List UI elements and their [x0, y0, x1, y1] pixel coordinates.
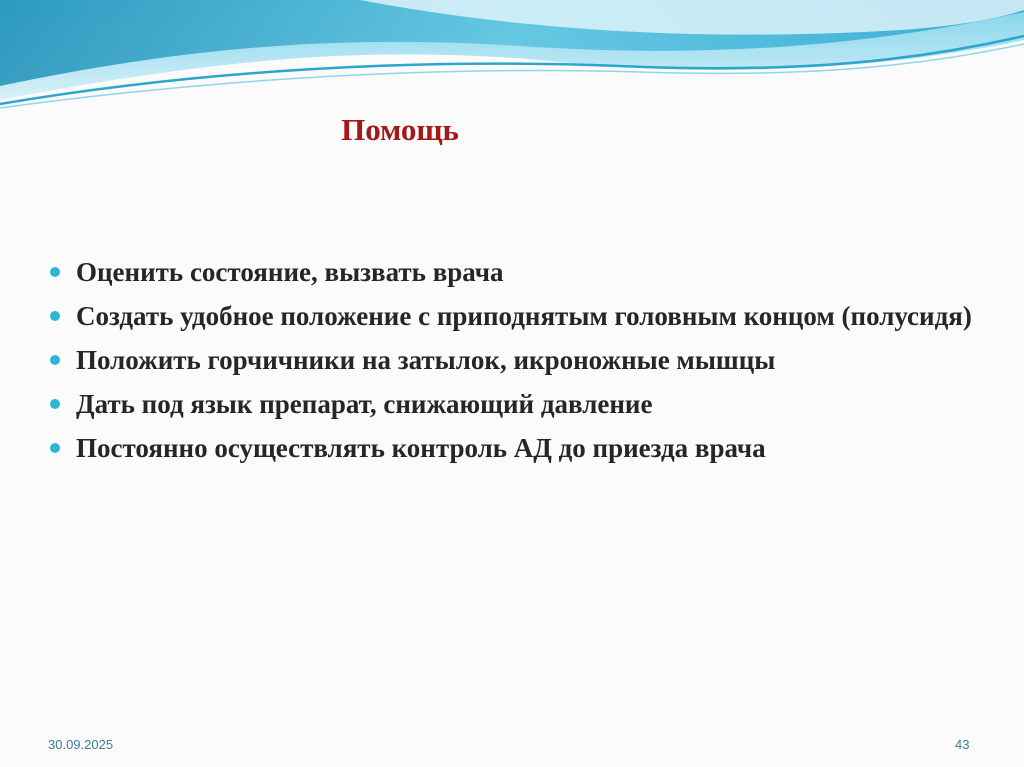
bullet-dot-icon	[50, 355, 60, 365]
bullet-text: Положить горчичники на затылок, икроножные мышцы	[76, 345, 776, 375]
bullet-item	[48, 254, 980, 290]
bullet-item	[48, 430, 980, 466]
bullet-dot-icon	[50, 443, 60, 453]
bullet-text: Дать под язык препарат, снижающий давление	[76, 389, 653, 419]
bullet-dot-icon	[50, 267, 60, 277]
footer-date: 30.09.2025	[48, 737, 114, 752]
bullet-list	[48, 254, 980, 474]
bullet-text: Создать удобное положение с приподнятым головным концом (полусидя)	[76, 301, 972, 331]
bullet-item	[48, 386, 980, 422]
wave-header-decoration	[0, 0, 1024, 120]
bullet-dot-icon	[50, 399, 60, 409]
bullet-dot-icon	[50, 311, 60, 321]
slide-title: Помощь	[341, 112, 459, 147]
bullet-item	[48, 342, 980, 378]
bullet-item	[48, 298, 980, 334]
bullet-text: Постоянно осуществлять контроль АД до приезда врача	[76, 433, 766, 463]
bullet-text: Оценить состояние, вызвать врача	[76, 257, 504, 287]
footer-page-number: 43	[955, 737, 970, 752]
